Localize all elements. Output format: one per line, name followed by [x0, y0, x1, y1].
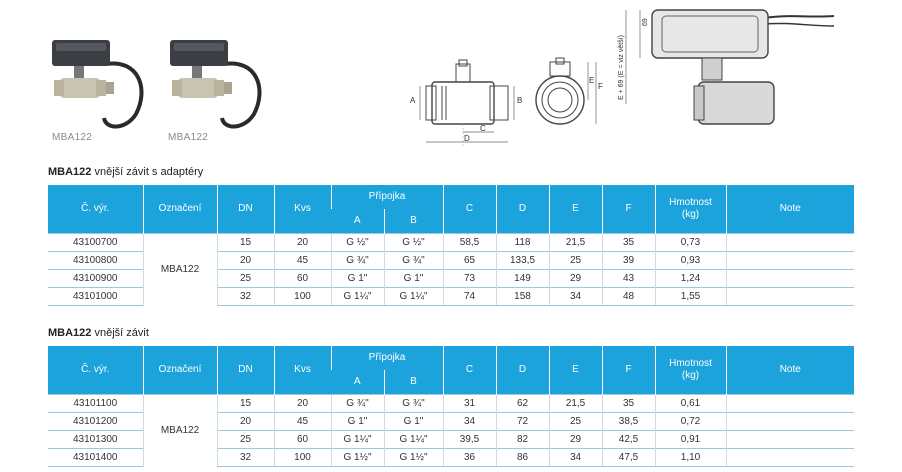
product-photo-1 — [44, 34, 154, 134]
cell-weight: 0,93 — [655, 251, 726, 269]
cell-name: MBA122 — [143, 233, 217, 305]
header-e: E — [549, 185, 602, 233]
cell-conn-b: G 1" — [384, 412, 443, 430]
actuator-drawing — [614, 4, 834, 132]
cell-c: 36 — [443, 448, 496, 466]
cell-kvs: 45 — [274, 412, 331, 430]
cell-e: 25 — [549, 412, 602, 430]
header-dn: DN — [217, 185, 274, 233]
header-d: D — [496, 185, 549, 233]
section-title-2 — [48, 327, 149, 339]
cell-e: 29 — [549, 430, 602, 448]
cell-weight: 1,10 — [655, 448, 726, 466]
cell-e: 25 — [549, 251, 602, 269]
cell-dn: 20 — [217, 412, 274, 430]
dim-label-f: F — [598, 82, 603, 91]
header-connection: Přípojka — [331, 346, 443, 370]
cell-e: 29 — [549, 269, 602, 287]
header-weight: Hmotnost (kg) — [655, 346, 726, 394]
cell-code: 43101100 — [48, 394, 143, 412]
header-conn-a: A — [331, 209, 384, 233]
cell-d: 133,5 — [496, 251, 549, 269]
cell-weight: 0,73 — [655, 233, 726, 251]
header-connection: Přípojka — [331, 185, 443, 209]
cell-dn: 32 — [217, 287, 274, 305]
cell-c: 31 — [443, 394, 496, 412]
spec-table-1 — [48, 185, 854, 306]
cell-kvs: 60 — [274, 269, 331, 287]
cell-conn-b: G ½" — [384, 233, 443, 251]
cell-code: 43100900 — [48, 269, 143, 287]
cell-d: 158 — [496, 287, 549, 305]
cell-weight: 0,61 — [655, 394, 726, 412]
header-dn: DN — [217, 346, 274, 394]
cell-weight: 1,55 — [655, 287, 726, 305]
side-view-drawing — [528, 56, 608, 152]
cell-kvs: 100 — [274, 448, 331, 466]
cell-dn: 25 — [217, 269, 274, 287]
cell-code: 43101200 — [48, 412, 143, 430]
cell-conn-a: G 1½" — [331, 448, 384, 466]
cell-d: 72 — [496, 412, 549, 430]
cell-e: 34 — [549, 448, 602, 466]
cell-f: 47,5 — [602, 448, 655, 466]
header-weight: Hmotnost (kg) — [655, 185, 726, 233]
cell-dn: 15 — [217, 394, 274, 412]
cell-kvs: 20 — [274, 233, 331, 251]
section-title-2-rest: vnější závit — [91, 327, 149, 339]
dim-label-a: A — [410, 96, 416, 105]
cell-e: 21,5 — [549, 233, 602, 251]
cell-f: 48 — [602, 287, 655, 305]
cell-dn: 25 — [217, 430, 274, 448]
cell-conn-b: G 1¼" — [384, 287, 443, 305]
cell-f: 39 — [602, 251, 655, 269]
section-title-1 — [48, 166, 203, 178]
dim-label-e: E — [589, 76, 595, 85]
cell-weight: 0,91 — [655, 430, 726, 448]
cell-e: 21,5 — [549, 394, 602, 412]
cell-name: MBA122 — [143, 394, 217, 466]
table-row — [48, 233, 854, 251]
header-f: F — [602, 346, 655, 394]
cell-f: 43 — [602, 269, 655, 287]
cell-kvs: 45 — [274, 251, 331, 269]
cell-c: 74 — [443, 287, 496, 305]
cell-c: 58,5 — [443, 233, 496, 251]
front-view-drawing — [406, 56, 530, 152]
header-note: Note — [726, 185, 854, 233]
cell-d: 62 — [496, 394, 549, 412]
cell-conn-a: G 1¼" — [331, 430, 384, 448]
header-c: C — [443, 185, 496, 233]
cell-conn-b: G 1¼" — [384, 430, 443, 448]
cell-dn: 15 — [217, 233, 274, 251]
cell-note — [726, 233, 854, 251]
header-kvs: Kvs — [274, 185, 331, 233]
header-e: E — [549, 346, 602, 394]
cell-f: 42,5 — [602, 430, 655, 448]
cell-dn: 32 — [217, 448, 274, 466]
dim-label-c: C — [480, 124, 486, 133]
cell-f: 35 — [602, 233, 655, 251]
cell-weight: 0,72 — [655, 412, 726, 430]
cell-kvs: 20 — [274, 394, 331, 412]
cell-conn-a: G 1" — [331, 412, 384, 430]
photo-caption-1: MBA122 — [52, 132, 93, 143]
header-conn-b: B — [384, 370, 443, 394]
cell-dn: 20 — [217, 251, 274, 269]
cell-note — [726, 448, 854, 466]
cell-conn-b: G 1" — [384, 269, 443, 287]
cell-c: 39,5 — [443, 430, 496, 448]
cell-note — [726, 430, 854, 448]
section-title-2-bold: MBA122 — [48, 327, 92, 339]
header-code: Č. výr. — [48, 185, 143, 233]
header-kvs: Kvs — [274, 346, 331, 394]
cell-d: 86 — [496, 448, 549, 466]
cell-note — [726, 269, 854, 287]
cell-f: 38,5 — [602, 412, 655, 430]
header-conn-a: A — [331, 370, 384, 394]
cell-code: 43101300 — [48, 430, 143, 448]
cell-code: 43100800 — [48, 251, 143, 269]
spec-table-2 — [48, 346, 854, 467]
header-conn-b: B — [384, 209, 443, 233]
cell-code: 43100700 — [48, 233, 143, 251]
cell-c: 73 — [443, 269, 496, 287]
dim-label-e-plus-69: E + 69 (E = viz větší) — [618, 35, 625, 100]
cell-note — [726, 394, 854, 412]
cell-note — [726, 287, 854, 305]
cell-conn-b: G ¾" — [384, 251, 443, 269]
dim-label-69: 69 — [642, 18, 649, 26]
cell-conn-a: G ½" — [331, 233, 384, 251]
section-title-1-rest: vnější závit s adaptéry — [91, 166, 204, 178]
cell-c: 34 — [443, 412, 496, 430]
cell-note — [726, 412, 854, 430]
header-d: D — [496, 346, 549, 394]
cell-d: 118 — [496, 233, 549, 251]
cell-code: 43101400 — [48, 448, 143, 466]
table-row — [48, 394, 854, 412]
cell-d: 149 — [496, 269, 549, 287]
cell-conn-b: G ¾" — [384, 394, 443, 412]
cell-conn-a: G 1¼" — [331, 287, 384, 305]
cell-conn-a: G ¾" — [331, 251, 384, 269]
dim-label-d: D — [464, 134, 470, 143]
cell-f: 35 — [602, 394, 655, 412]
photo-caption-2: MBA122 — [168, 132, 209, 143]
cell-weight: 1,24 — [655, 269, 726, 287]
header-name: Označení — [143, 185, 217, 233]
header-c: C — [443, 346, 496, 394]
cell-code: 43101000 — [48, 287, 143, 305]
cell-note — [726, 251, 854, 269]
cell-c: 65 — [443, 251, 496, 269]
cell-conn-a: G ¾" — [331, 394, 384, 412]
header-f: F — [602, 185, 655, 233]
cell-d: 82 — [496, 430, 549, 448]
product-photo-2 — [162, 34, 272, 134]
cell-conn-a: G 1" — [331, 269, 384, 287]
header-note: Note — [726, 346, 854, 394]
cell-conn-b: G 1½" — [384, 448, 443, 466]
cell-e: 34 — [549, 287, 602, 305]
header-name: Označení — [143, 346, 217, 394]
cell-kvs: 100 — [274, 287, 331, 305]
dim-label-b: B — [517, 96, 523, 105]
header-code: Č. výr. — [48, 346, 143, 394]
cell-kvs: 60 — [274, 430, 331, 448]
section-title-1-bold: MBA122 — [48, 166, 92, 178]
